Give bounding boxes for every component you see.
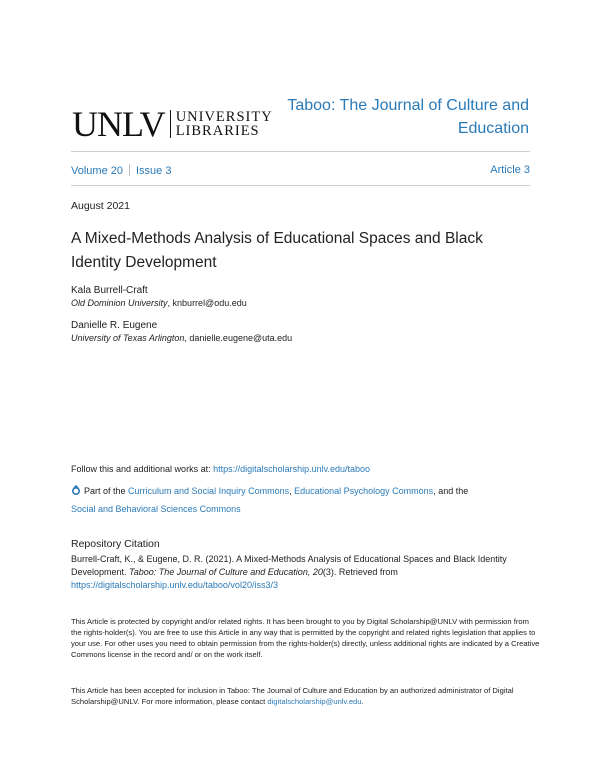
part-of-commons xyxy=(71,482,531,518)
issue-separator xyxy=(129,164,130,176)
logo-divider xyxy=(170,110,171,138)
acceptance-text: This Article has been accepted for inclusion in Taboo: The Journal of Culture and Education by an authorized administrator of Digital Scholarship@UNLV. For more information, please contact xyxy=(71,686,514,706)
issue-divider xyxy=(71,185,530,186)
follow-line xyxy=(71,464,370,474)
repository-citation-heading: Repository Citation xyxy=(71,538,160,550)
author-email: knburrel@odu.edu xyxy=(172,298,247,308)
copyright-notice: This Article is protected by copyright and/or related rights. It has been brought to you by Digital Scholarship@UNLV with permission from the rights-holder(s). You are free to use this Article in any way that is permitted by the copyright and related rights legislation that applies to your use. For other uses you need to obtain permission from the rights-holder(s) directly, unless additional rights are indicated by a Creative Commons license in the record and/ or on the work itself. xyxy=(71,617,540,659)
curriculum-commons-link[interactable]: Curriculum and Social Inquiry Commons xyxy=(128,486,290,496)
acceptance-end: . xyxy=(361,697,364,706)
acceptance-notice xyxy=(71,685,541,707)
logo-libraries-text xyxy=(176,110,273,138)
citation-issue: (3). Retrieved from xyxy=(322,567,398,577)
unlv-libraries-logo xyxy=(72,106,273,142)
citation-text: Burrell-Craft, K., & Eugene, D. R. (2021). A Mixed-Methods Analysis of Educational Spaces and Black Identity Development. xyxy=(71,554,507,577)
open-access-icon xyxy=(71,485,81,495)
follow-prefix: Follow this and additional works at: xyxy=(71,464,214,474)
contact-email-link[interactable]: digitalscholarship@unlv.edu xyxy=(267,697,362,706)
publication-date: August 2021 xyxy=(71,200,130,212)
issue-info-row xyxy=(71,164,530,177)
logo-unlv-text: UNLV xyxy=(72,104,165,144)
affiliation-name: Old Dominion University xyxy=(71,298,168,308)
author-affiliation: University of Texas Arlington, danielle.eugene@uta.edu xyxy=(71,333,293,343)
follow-url-link[interactable]: https://digitalscholarship.unlv.edu/taboo xyxy=(213,464,371,474)
citation-url-link[interactable]: https://digitalscholarship.unlv.edu/taboo/vol20/iss3/3 xyxy=(71,580,278,590)
logo-line-libraries: LIBRARIES xyxy=(175,123,260,139)
partof-sep2: , and the xyxy=(433,486,469,496)
journal-title-link[interactable]: Taboo: The Journal of Culture and Education xyxy=(287,97,529,137)
author-email: danielle.eugene@uta.edu xyxy=(189,333,293,343)
repository-citation xyxy=(71,553,531,592)
article-link[interactable]: Article 3 xyxy=(490,164,530,176)
partof-prefix: Part of the xyxy=(84,486,129,496)
social-behavioral-commons-link[interactable]: Social and Behavioral Sciences Commons xyxy=(71,504,241,514)
logo-line-university: UNIVERSITY xyxy=(175,109,273,125)
header-divider xyxy=(71,151,530,152)
partof-sep1: , xyxy=(289,486,295,496)
citation-journal: Taboo: The Journal of Culture and Education, 20 xyxy=(129,567,323,577)
author-name: Kala Burrell-Craft xyxy=(71,285,148,296)
article-title: A Mixed-Methods Analysis of Educational Spaces and Black Identity Development xyxy=(71,230,483,271)
author-affiliation: Old Dominion University, knburrel@odu.edu xyxy=(71,298,247,308)
educational-psychology-commons-link[interactable]: Educational Psychology Commons xyxy=(294,486,434,496)
affiliation-name: University of Texas Arlington xyxy=(71,333,185,343)
author-name: Danielle R. Eugene xyxy=(71,320,158,331)
issue-link[interactable]: Issue 3 xyxy=(135,165,172,177)
volume-link[interactable]: Volume 20 xyxy=(71,165,123,177)
